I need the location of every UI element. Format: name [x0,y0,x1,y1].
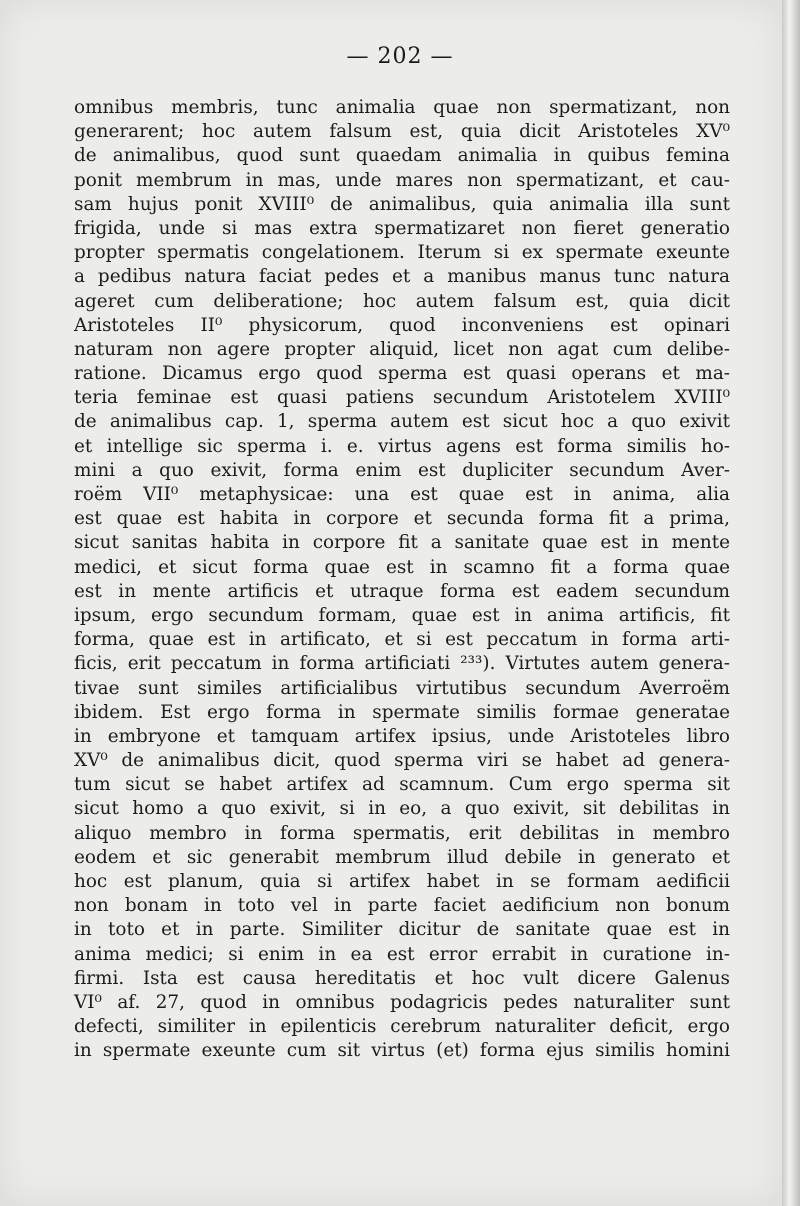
text-line: in toto et in parte. Similiter dicitur de sanitate quae est in [74,919,730,941]
text-line: omnibus membris, tunc animalia quae non spermatizant, non [74,97,730,118]
text-line: defecti, similiter in epilenticis cerebrum naturaliter deficit, ergo [74,1016,730,1038]
text-line: roëm VII⁰ metaphysicae: una est quae est in anima, alia [74,484,730,505]
text-line: naturam non agere propter aliquid, licet non agat cum delibe- [74,338,730,360]
text-line: tivae sunt similes artificialibus virtutibus secundum Averroëm [74,677,730,699]
page-number: — 202 — [346,44,454,69]
text-line: anima medici; si enim in ea est error errabit in curatione in- [74,943,730,965]
text-line: eodem et sic generabit membrum illud debile in generato et [74,846,730,868]
page-edge [782,0,800,1206]
text-line: medici, et sicut forma quae est in scamno fit a forma quae [74,556,730,578]
text-line: de animalibus cap. 1, sperma autem est sicut hoc a quo exivit [74,411,730,433]
text-line: XV⁰ de animalibus dicit, quod sperma viri se habet ad genera- [74,750,730,772]
text-line: tum sicut se habet artifex ad scamnum. Cum ergo sperma sit [74,774,730,796]
text-line: ibidem. Est ergo forma in spermate similis formae generatae [74,701,730,723]
text-line: teria feminae est quasi patiens secundum Aristotelem XVIII⁰ [74,387,730,409]
text-line: ageret cum deliberatione; hoc autem falsum est, quia dicit [74,290,730,312]
text-line: ratione. Dicamus ergo quod sperma est quasi operans et ma- [74,363,730,385]
text-line: propter spermatis congelationem. Iterum si ex spermate exeunte [74,242,730,264]
text-line: aliquo membro in forma spermatis, erit debilitas in membro [74,822,730,844]
text-line: ipsum, ergo secundum formam, quae est in anima artificis, fit [74,604,730,626]
body-text [74,96,730,1064]
text-line: forma, quae est in artificato, et si est peccatum in forma arti- [74,629,730,651]
text-line: ponit membrum in mas, unde mares non spermatizant, et cau- [74,169,730,191]
text-line: sicut homo a quo exivit, si in eo, a quo exivit, sit debilitas in [74,798,730,820]
text-line: a pedibus natura faciat pedes et a manibus manus tunc natura [74,266,730,288]
text-line: non bonam in toto vel in parte faciet aedificium non bonum [74,895,730,917]
text-line: in embryone et tamquam artifex ipsius, unde Aristoteles libro [74,725,730,747]
text-line: mini a quo exivit, forma enim est dupliciter secundum Aver- [74,459,730,481]
text-line: et intellige sic sperma i. e. virtus agens est forma similis ho- [74,435,730,457]
text-line: ficis, erit peccatum in forma artificiati ²³³). Virtutes autem genera- [74,653,730,675]
text-line: frigida, unde si mas extra spermatizaret non fieret generatio [74,217,730,239]
text-line: Aristoteles II⁰ physicorum, quod inconveniens est opinari [74,314,730,336]
text-line: est in mente artificis et utraque forma est eadem secundum [74,580,730,602]
text-line: sam hujus ponit XVIII⁰ de animalibus, quia animalia illa sunt [74,193,730,215]
text-line: sicut sanitas habita in corpore fit a sanitate quae est in mente [74,532,730,554]
text-line: de animalibus, quod sunt quaedam animalia in quibus femina [74,145,730,167]
text-line: firmi. Ista est causa hereditatis et hoc vult dicere Galenus [74,967,730,989]
text-line: generarent; hoc autem falsum est, quia dicit Aristoteles XV⁰ [74,121,730,143]
text-line: VI⁰ af. 27, quod in omnibus podagricis pedes naturaliter sunt [74,991,730,1013]
text-line: in spermate exeunte cum sit virtus (et) forma ejus similis homini [74,1040,730,1062]
text-line: est quae est habita in corpore et secunda forma fit a prima, [74,508,730,530]
text-line: hoc est planum, quia si artifex habet in se formam aedificii [74,871,730,892]
